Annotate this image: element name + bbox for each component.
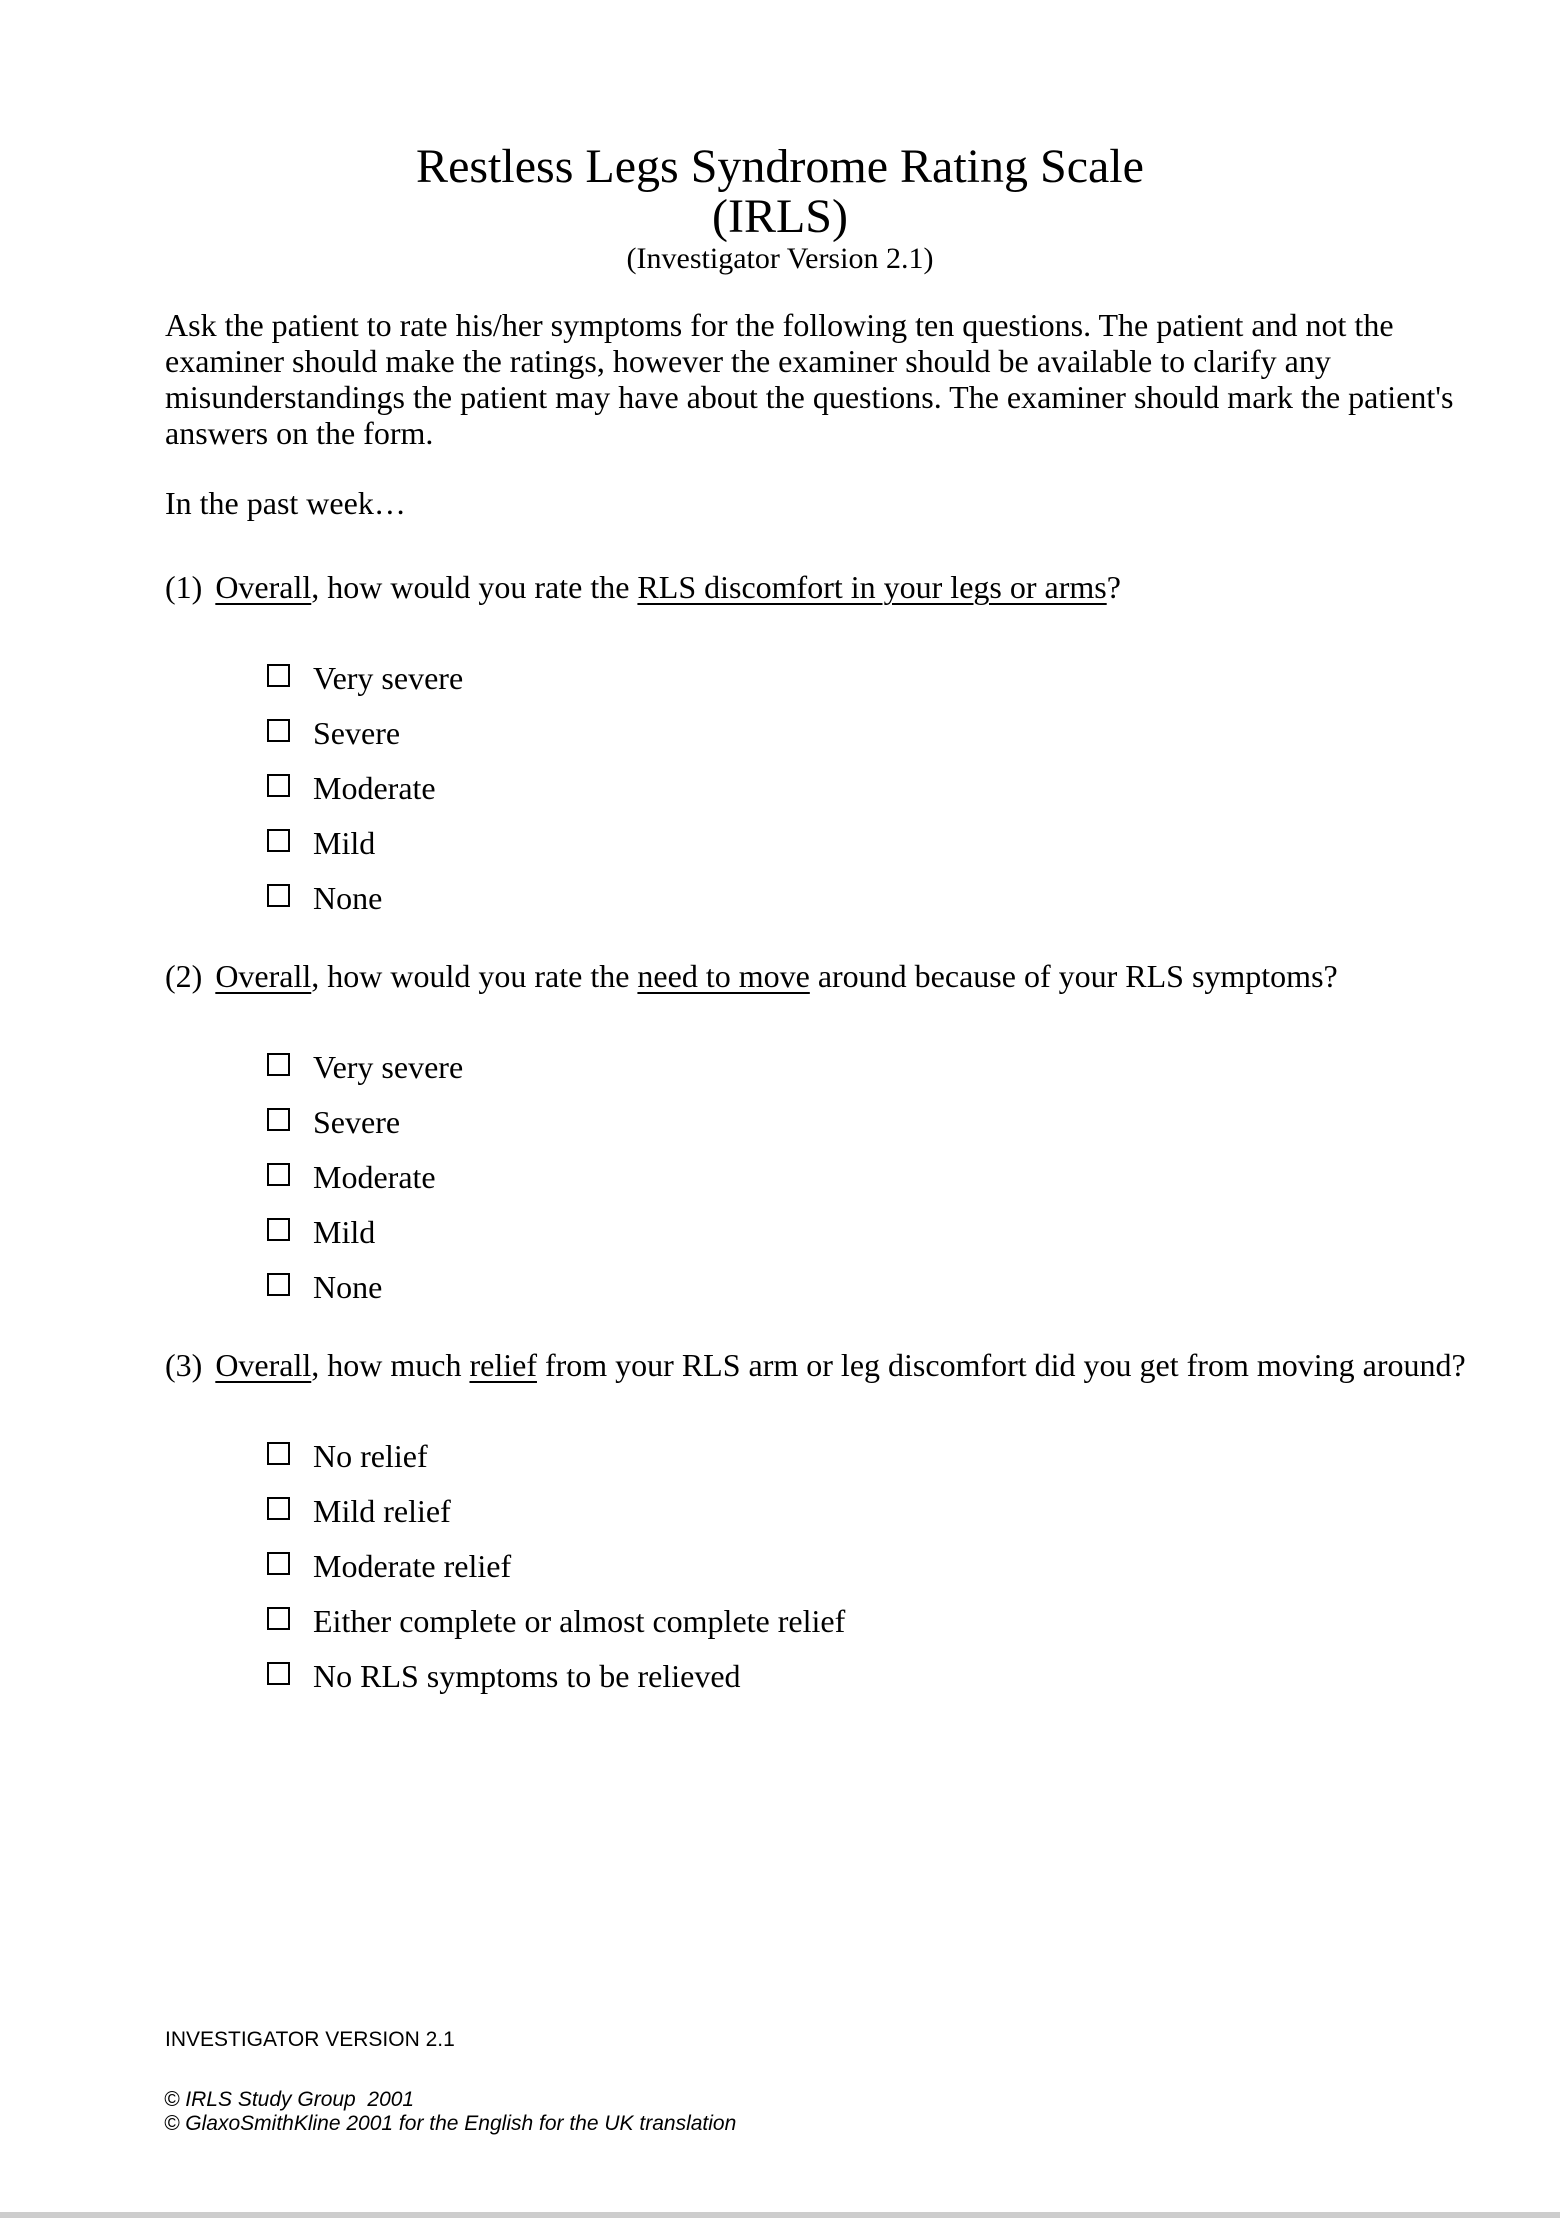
question-text <box>215 569 1121 605</box>
question-prompt <box>165 1347 1480 1383</box>
option-row[interactable] <box>267 1159 1480 1195</box>
checkbox-icon[interactable] <box>267 1442 290 1465</box>
copyright-irls-study-group: © IRLS Study Group 2001 <box>164 2088 415 2111</box>
question-number: (3) <box>165 1347 203 1383</box>
footer-copyrights <box>164 2088 736 2136</box>
option-label: None <box>313 1269 383 1305</box>
option-label: Moderate <box>313 770 436 806</box>
option-row[interactable] <box>267 1269 1480 1305</box>
question-prompt <box>165 569 1480 605</box>
option-label: No RLS symptoms to be relieved <box>313 1658 741 1694</box>
option-label: None <box>313 880 383 916</box>
option-label: Moderate <box>313 1159 436 1195</box>
option-label: Moderate relief <box>313 1548 512 1584</box>
option-label: Mild relief <box>313 1493 451 1529</box>
question-text-part: , how much <box>311 1347 470 1383</box>
option-row[interactable] <box>267 1548 1480 1584</box>
document-header <box>0 142 1560 276</box>
checkbox-icon[interactable] <box>267 884 290 907</box>
option-label: Severe <box>313 715 401 751</box>
options-list <box>267 660 1480 916</box>
question-key-phrase: relief <box>469 1347 537 1383</box>
question-number: (1) <box>165 569 203 605</box>
option-row[interactable] <box>267 880 1480 916</box>
option-label: Mild <box>313 825 376 861</box>
timeframe-heading: In the past week… <box>165 485 406 521</box>
question <box>165 569 1480 916</box>
question-text-part: , how would you rate the <box>311 958 638 994</box>
option-row[interactable] <box>267 1214 1480 1250</box>
checkbox-icon[interactable] <box>267 1053 290 1076</box>
question-key-phrase: RLS discomfort in your legs or arms <box>637 569 1107 605</box>
copyright-glaxosmithkline: © GlaxoSmithKline 2001 for the English for the UK translation <box>164 2112 737 2135</box>
option-row[interactable] <box>267 1658 1480 1694</box>
checkbox-icon[interactable] <box>267 829 290 852</box>
checkbox-icon[interactable] <box>267 774 290 797</box>
checkbox-icon[interactable] <box>267 664 290 687</box>
question-text <box>215 958 1337 994</box>
question-text-part: , how would you rate the <box>311 569 638 605</box>
question-text-part: around because of your RLS symptoms? <box>809 958 1338 994</box>
checkbox-icon[interactable] <box>267 1662 290 1685</box>
question-number: (2) <box>165 958 203 994</box>
checkbox-icon[interactable] <box>267 1607 290 1630</box>
question-text-part: ? <box>1106 569 1121 605</box>
question-text <box>215 1347 1465 1383</box>
option-label: Very severe <box>313 1049 464 1085</box>
version-note: (Investigator Version 2.1) <box>626 242 934 275</box>
option-row[interactable] <box>267 715 1480 751</box>
option-row[interactable] <box>267 660 1480 696</box>
document-subtitle: (IRLS) <box>712 190 848 243</box>
checkbox-icon[interactable] <box>267 1218 290 1241</box>
option-row[interactable] <box>267 1104 1480 1140</box>
option-row[interactable] <box>267 825 1480 861</box>
question-key-phrase: Overall <box>215 1347 312 1383</box>
option-row[interactable] <box>267 1493 1480 1529</box>
instructions-paragraph: Ask the patient to rate his/her symptoms for the following ten questions. The patient and not the examiner should make the ratings, however the examiner should be available to clarify any misunderstandings the patient may have about the questions. The examiner should mark the patient's answers on the form. <box>165 307 1454 451</box>
question-key-phrase: Overall <box>215 958 312 994</box>
question-prompt <box>165 958 1480 994</box>
option-row[interactable] <box>267 1438 1480 1474</box>
option-label: Either complete or almost complete relief <box>313 1603 846 1639</box>
page-bottom-edge <box>0 2212 1560 2218</box>
option-row[interactable] <box>267 770 1480 806</box>
checkbox-icon[interactable] <box>267 1552 290 1575</box>
question <box>165 1347 1480 1694</box>
option-label: No relief <box>313 1438 428 1474</box>
question-key-phrase: need to move <box>637 958 810 994</box>
option-label: Mild <box>313 1214 376 1250</box>
checkbox-icon[interactable] <box>267 1497 290 1520</box>
question-text-part: from your RLS arm or leg discomfort did you get from moving around? <box>536 1347 1466 1383</box>
checkbox-icon[interactable] <box>267 1108 290 1131</box>
questions-list <box>165 569 1480 1694</box>
checkbox-icon[interactable] <box>267 1273 290 1296</box>
options-list <box>267 1438 1480 1694</box>
checkbox-icon[interactable] <box>267 1163 290 1186</box>
question <box>165 958 1480 1305</box>
footer-version-label: INVESTIGATOR VERSION 2.1 <box>165 2028 455 2051</box>
option-row[interactable] <box>267 1049 1480 1085</box>
options-list <box>267 1049 1480 1305</box>
checkbox-icon[interactable] <box>267 719 290 742</box>
option-row[interactable] <box>267 1603 1480 1639</box>
option-label: Severe <box>313 1104 401 1140</box>
question-key-phrase: Overall <box>215 569 312 605</box>
option-label: Very severe <box>313 660 464 696</box>
document-title: Restless Legs Syndrome Rating Scale <box>416 140 1144 193</box>
